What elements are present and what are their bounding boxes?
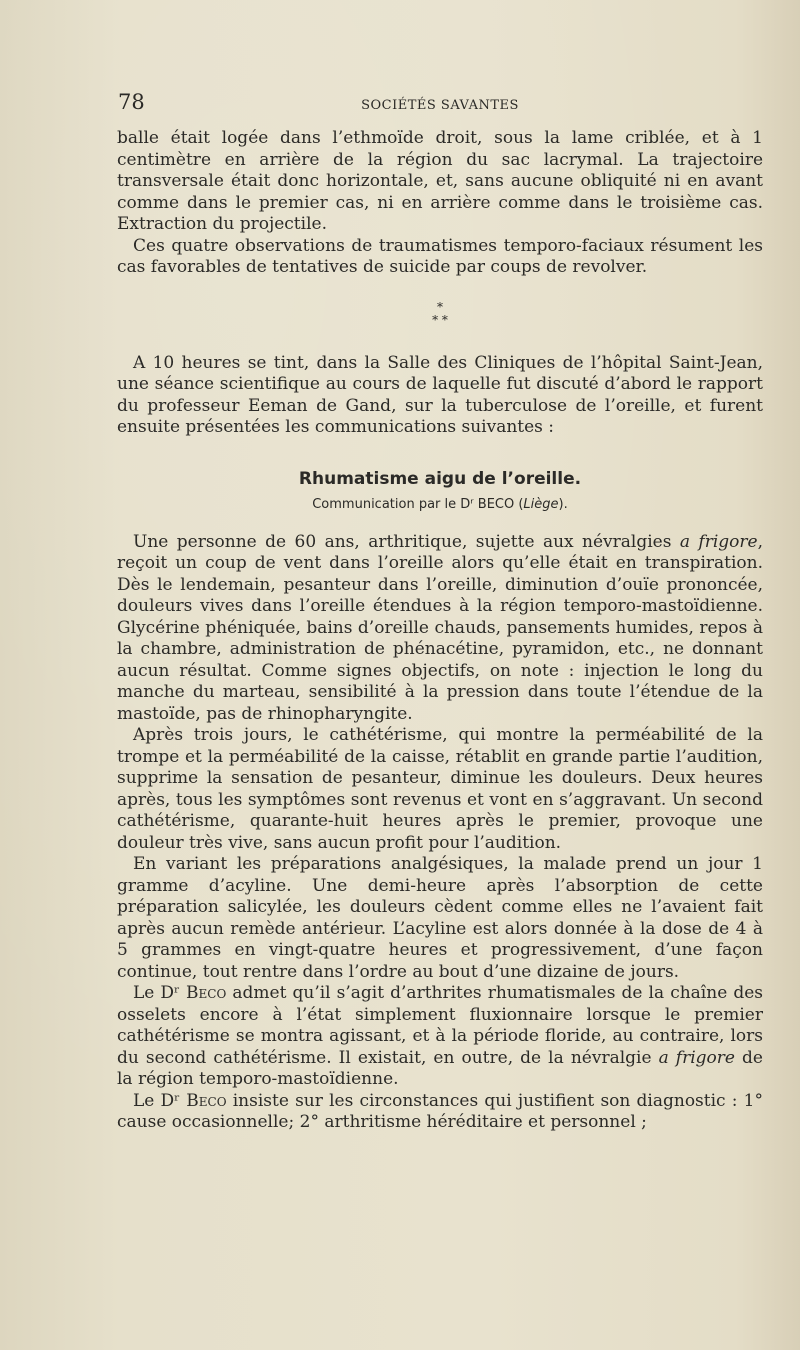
paragraph-7-name: Beco [186, 983, 227, 1003]
section-title: Rhumatisme aigu de l’oreille. [298, 468, 582, 489]
paragraph-4-text-b: , reçoit un coup de vent dans l’oreille alors qu’elle était en transpiration. Dès le lendemain, pesanteur dans l’oreille, diminution d’ouïe prononcée, douleurs vives dans l’oreille étendues à la région temporo-mastoïdienne. Glycérine phéniquée, bains d’oreille chauds, pansements humides, repos à la chambre, administration de phénacétine, pyramidon, etc., ne donnant aucun résultat. Comme signes objectifs, on note : injection le long du manche du marteau, sensibilité à la pression dans toute l’étendue de la mastoïde, pas de rhinopharyngite. [117, 531, 763, 724]
byline-suffix: ). [558, 496, 568, 512]
section-byline [117, 497, 763, 512]
body-text [117, 128, 763, 1134]
asterism [117, 301, 763, 327]
paragraph-6: En variant les préparations analgésiques, la malade prend un jour 1 gramme d’acyline. Une demi-heure après l’absorption de cette préparation salicylée, les douleurs cèdent comme elles ne l’avaient fait après aucun remède antérieur. L’acyline est alors donnée à la dose de 4 à 5 grammes en vingt-quatre heures et progressivement, d’une façon continue, tout rentre dans l’ordre au bout d’une dizaine de jours. [117, 854, 763, 982]
paragraph-8-text-a: Le Dʳ [133, 1090, 187, 1111]
paragraph-8 [117, 1091, 763, 1134]
asterism-top: * [437, 299, 443, 314]
paragraph-7-italic: a frigore [658, 1047, 735, 1068]
paragraph-7-text-b: admet qu’il s’agit d’arthrites rhumatismales de la chaîne des osselets encore à l’état simplement fluxionnaire lorsque le premier cathétérisme se montra agissant, et à la période floride, au contraire, lors du second cathétérisme. Il existait, en outre, de la névralgie [117, 983, 763, 1068]
paragraph-7 [117, 983, 763, 1091]
paragraph-7-text-a: Le Dʳ [133, 983, 187, 1003]
asterism-bottom: * * [432, 312, 448, 327]
paragraph-8-name: Beco [186, 1090, 227, 1111]
paragraph-8-text-b: insiste sur les circonstances qui justifient son diagnostic : 1° cause occasionnelle; 2° arthritisme héréditaire et personnel ; [117, 1090, 763, 1132]
paragraph-4-italic: a frigore [679, 531, 758, 552]
paragraph-7-text-c: de la région temporo-mastoïdienne. [117, 1047, 763, 1089]
byline-prefix: Communication par le Dʳ BECO ( [312, 496, 524, 512]
byline-place: Liège [523, 496, 559, 512]
paragraph-3: A 10 heures se tint, dans la Salle des Cliniques de l’hôpital Saint-Jean, une séance scientifique au cours de laquelle fut discuté d’abord le rapport du professeur Eeman de Gand, sur la tuberculose de l’oreille, et furent ensuite présentées les communications suivantes : [117, 352, 763, 437]
page-header [118, 90, 762, 120]
running-head: SOCIÉTÉS SAVANTES [361, 98, 519, 113]
paragraph-4 [117, 532, 763, 726]
paragraph-5: Après trois jours, le cathétérisme, qui montre la perméabilité de la trompe et la perméabilité de la caisse, rétablit en grande partie l’audition, supprime la sensation de pesanteur, diminue les douleurs. Deux heures après, tous les symptômes sont revenus et vont en s’aggravant. Un second cathétérisme, quarante-huit heures après le premier, provoque une douleur très vive, sans aucun profit pour l’audition. [117, 725, 763, 853]
paragraph-4-text-a: Une personne de 60 ans, arthritique, sujette aux névralgies [133, 531, 680, 552]
paragraph-1: balle était logée dans l’ethmoïde droit, sous la lame criblée, et à 1 centimètre en arrière de la région du sac lacrymal. La trajectoire transversale était donc horizontale, et, sans aucune obliquité ni en avant comme dans le premier cas, ni en arrière comme dans le troisième cas. Extraction du projectile. [117, 128, 763, 234]
page-number: 78 [118, 90, 145, 114]
paragraph-2: Ces quatre observations de traumatismes temporo-faciaux résument les cas favorables de tentatives de suicide par coups de revolver. [117, 235, 763, 277]
